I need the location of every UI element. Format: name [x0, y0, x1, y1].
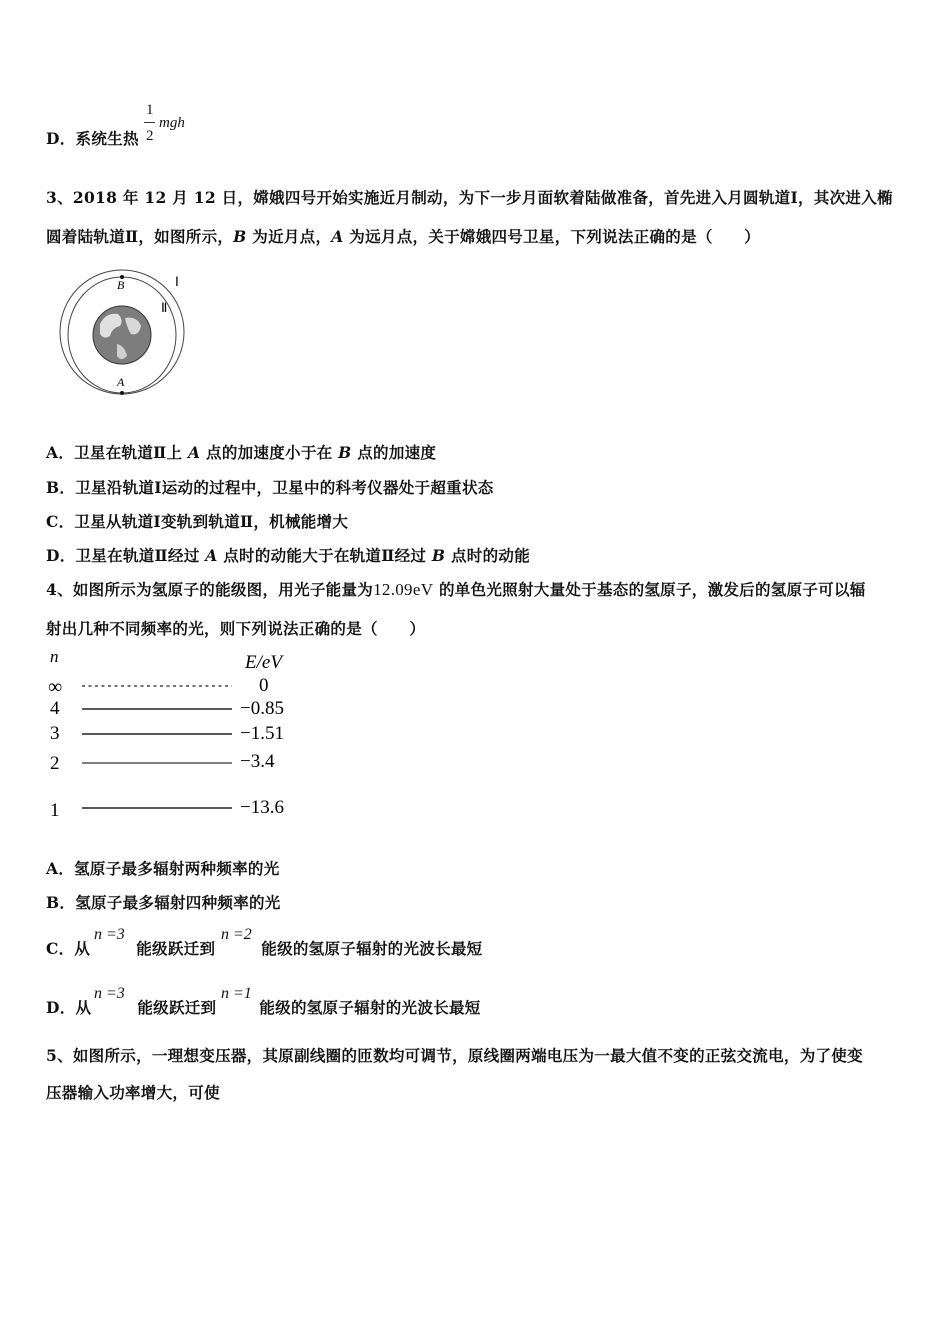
point-A-dot [120, 391, 124, 395]
label-orbit-I: Ⅰ [175, 274, 179, 289]
q3-option-b: B．卫星沿轨道Ⅰ运动的过程中，卫星中的科考仪器处于超重状态 [46, 478, 494, 497]
fraction-bar [144, 122, 155, 123]
option-text: 点时的动能 [445, 546, 530, 565]
option-var: A [205, 546, 218, 565]
label-B: B [117, 278, 125, 292]
q4-option-b: B．氢原子最多辐射四种频率的光 [46, 893, 281, 912]
q4-stem-line2: 射出几种不同频率的光，则下列说法正确的是（ ） [46, 619, 426, 638]
q2-option-d-label: D．系统生热 [46, 129, 139, 148]
q3-option-a [46, 441, 436, 463]
level-n-inf: ∞ [48, 676, 63, 698]
option-text: 能级的氢原子辐射的光波长最短 [259, 998, 481, 1017]
fraction-numerator: 1 [146, 102, 154, 118]
option-var: A [188, 443, 201, 462]
q4-stem-text: 4、如图所示为氢原子的能级图，用光子能量为 [46, 580, 374, 599]
option-text: D．卫星在轨道Ⅱ经过 [46, 546, 206, 565]
option-text: 点时的动能大于在轨道Ⅱ经过 [217, 546, 432, 565]
option-var: B [431, 546, 446, 565]
q3-stem-line2 [46, 225, 760, 247]
orbit-figure [55, 262, 205, 402]
option-text: C．从 [46, 939, 91, 958]
label-A: A [117, 375, 125, 389]
level-n-1: 1 [50, 800, 60, 821]
level-e-1: −13.6 [240, 797, 284, 818]
fraction-tail: mgh [159, 115, 185, 131]
q4-photon-energy: 12.09eV [373, 580, 434, 599]
level-e-4: −0.85 [240, 698, 284, 719]
q5-stem-line1: 5、如图所示，一理想变压器，其原副线圈的匝数均可调节，原线圈两端电压为一最大值不变的正弦交流电，为了使变 [46, 1046, 863, 1065]
q3-point-b: B [233, 227, 247, 246]
level-e-3: −1.51 [240, 723, 284, 744]
e-header: E/eV [245, 652, 282, 673]
option-text: 点的加速度小于在 [200, 443, 339, 462]
q4-option-d-n-from: n =3 [94, 985, 125, 1002]
level-n-3: 3 [50, 723, 60, 744]
option-text: 能级跃迁到 [137, 998, 217, 1017]
q3-option-c: C．卫星从轨道Ⅰ变轨到轨道Ⅱ，机械能增大 [46, 512, 349, 531]
level-e-2: −3.4 [240, 751, 275, 772]
q4-option-d-n-to: n =1 [221, 985, 252, 1002]
q4-option-c-n-to: n =2 [221, 926, 252, 943]
level-e-inf: 0 [259, 675, 269, 696]
q3-stem-text: 为远月点，关于嫦娥四号卫星，下列说法正确的是（ ） [343, 227, 761, 246]
q4-stem-text: 的单色光照射大量处于基态的氢原子，激发后的氢原子可以辐 [433, 580, 866, 599]
level-n-4: 4 [50, 698, 60, 719]
q3-stem-text: 圆着陆轨道Ⅱ，如图所示， [46, 227, 234, 246]
energy-level-diagram [40, 645, 310, 830]
q5-stem-line2: 压器输入功率增大，可使 [46, 1083, 220, 1102]
q3-option-d [46, 544, 530, 566]
option-text: 能级跃迁到 [136, 939, 216, 958]
option-text: 点的加速度 [351, 443, 437, 462]
label-orbit-II: Ⅱ [161, 300, 168, 315]
q3-stem-text: 为近月点， [246, 227, 332, 246]
fraction-denominator: 2 [146, 128, 154, 144]
option-text: D．从 [46, 998, 92, 1017]
option-text: A．卫星在轨道Ⅱ上 [46, 443, 188, 462]
level-n-2: 2 [50, 753, 60, 774]
n-header: n [50, 647, 59, 666]
q4-option-a: A．氢原子最多辐射两种频率的光 [46, 859, 280, 878]
q4-option-c-n-from: n =3 [94, 926, 125, 943]
option-var: B [338, 443, 352, 462]
q3-stem-line1: 3、2018 年 12 月 12 日，嫦娥四号开始实施近月制动，为下一步月面软着陆做准备，首先进入月圆轨道Ⅰ，其次进入椭 [46, 188, 893, 207]
option-text: 能级的氢原子辐射的光波长最短 [261, 939, 483, 958]
q3-point-a: A [331, 227, 344, 246]
q4-stem-line1 [46, 578, 866, 600]
q2-option-d [46, 127, 139, 149]
